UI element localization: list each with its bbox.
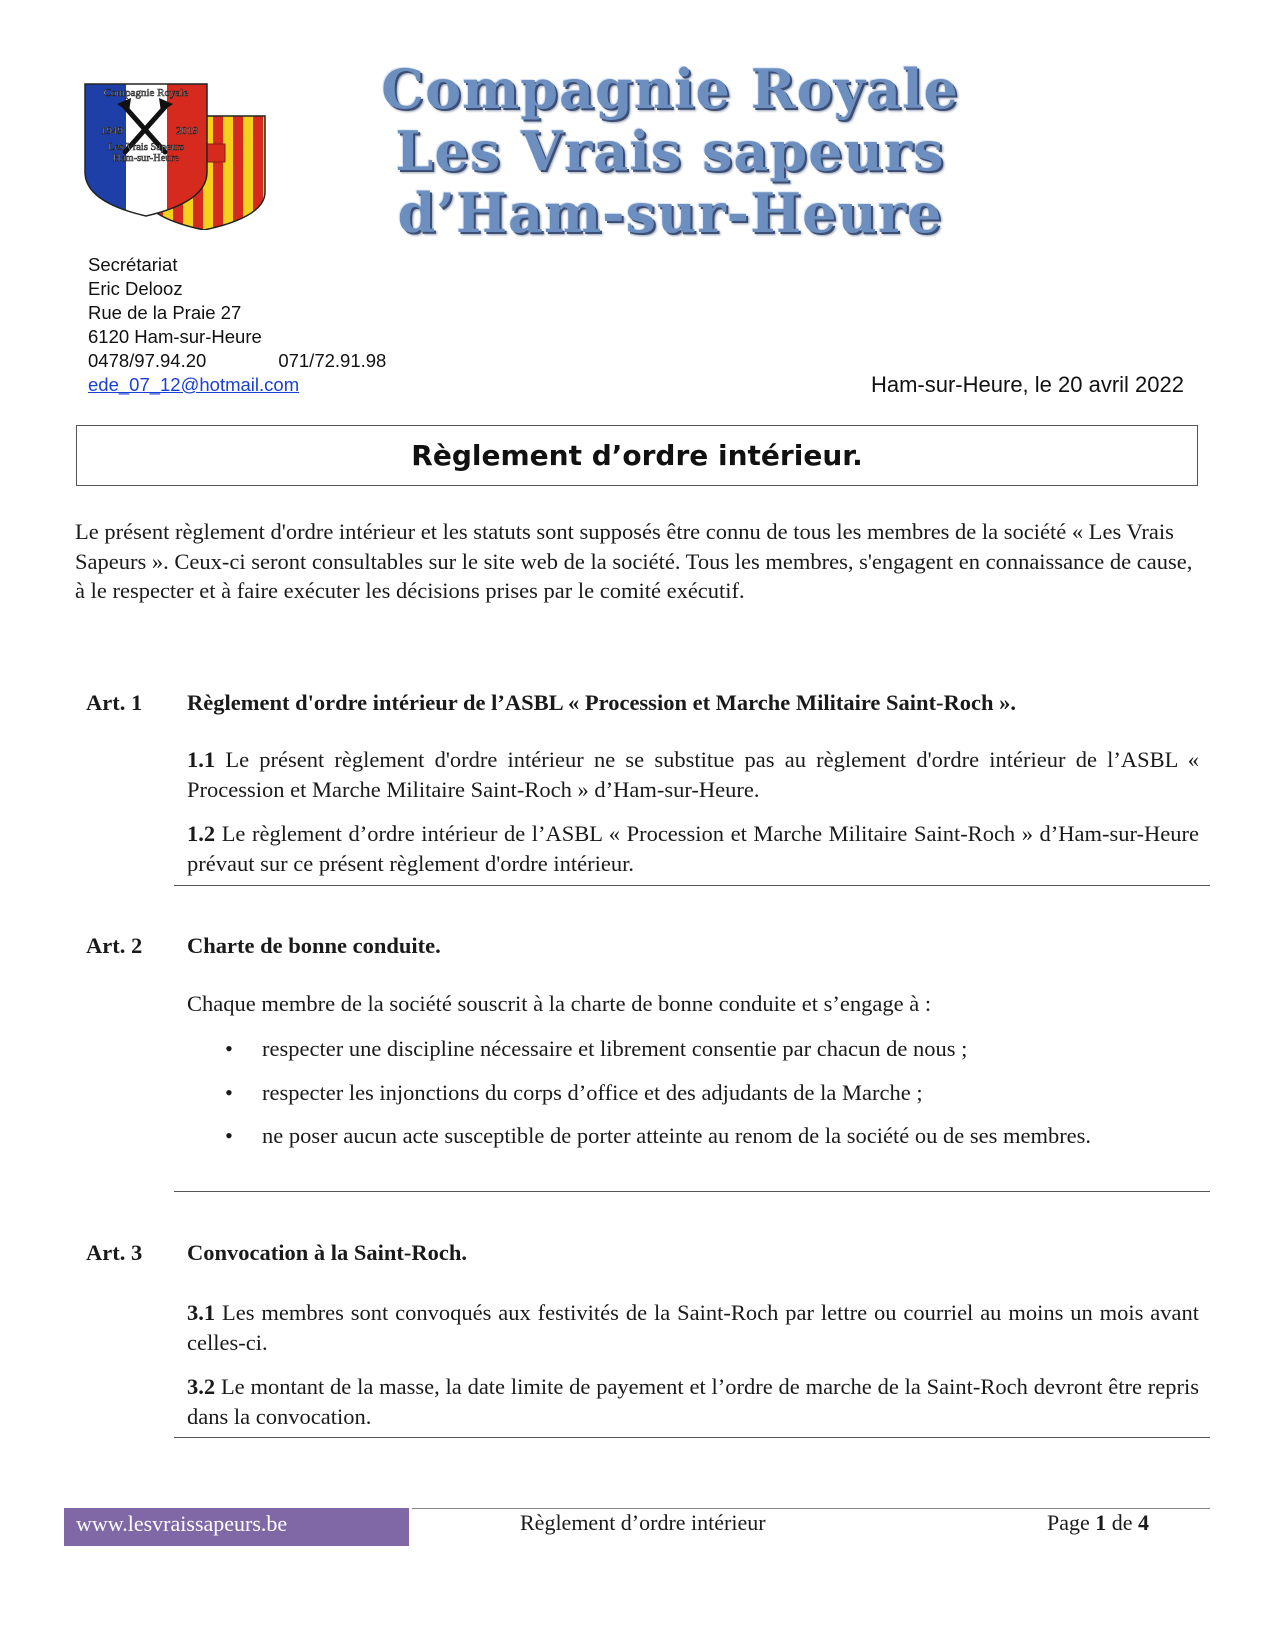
email-link[interactable]: ede_07_12@hotmail.com <box>88 374 300 395</box>
section-divider <box>174 1437 1210 1438</box>
page-total: 4 <box>1138 1510 1150 1535</box>
article-1-para-1 <box>187 745 1199 804</box>
document-date: Ham-sur-Heure, le 20 avril 2022 <box>870 372 1184 397</box>
address-line: Eric Delooz <box>88 278 183 299</box>
para-text: Le montant de la masse, la date limite de payement et l’ordre de marche de la Saint-Roch devront être repris dans la convocation. <box>187 1374 1200 1429</box>
para-number: 3.1 <box>187 1300 216 1325</box>
list-item <box>187 1078 1199 1108</box>
address-line: 6120 Ham-sur-Heure <box>88 326 262 347</box>
title-line-3: d’Ham-sur-Heure <box>397 181 943 245</box>
article-3-para-1 <box>187 1298 1199 1357</box>
article-2-lead: Chaque membre de la société souscrit à la charte de bonne conduite et s’engage à : <box>187 991 932 1016</box>
page-label: Page <box>1047 1510 1090 1535</box>
article-1-title: Règlement d'ordre intérieur de l’ASBL « Procession et Marche Militaire Saint-Roch ». <box>187 690 1017 715</box>
page-current: 1 <box>1095 1510 1107 1535</box>
article-2-title: Charte de bonne conduite. <box>187 933 441 958</box>
list-item <box>187 1121 1199 1151</box>
article-3-para-2 <box>187 1372 1199 1431</box>
bullet-icon: • <box>225 1036 233 1061</box>
list-item-text: respecter les injonctions du corps d’office et des adjudants de la Marche ; <box>262 1079 923 1105</box>
section-divider <box>174 1191 1210 1192</box>
para-number: 1.1 <box>187 747 216 772</box>
address-line: Secrétariat <box>88 254 178 275</box>
footer-website-link[interactable]: www.lesvraissapeurs.be <box>64 1508 409 1546</box>
list-item-text: ne poser aucun acte susceptible de porter atteinte au renom de la société ou de ses membres. <box>262 1123 1092 1148</box>
article-3-title: Convocation à la Saint-Roch. <box>187 1240 468 1265</box>
bullet-icon: • <box>225 1079 233 1105</box>
title-line-2: Les Vrais sapeurs <box>395 119 945 183</box>
document-heading: Règlement d’ordre intérieur. <box>411 439 863 472</box>
page-of: de <box>1111 1510 1133 1535</box>
footer-rule <box>412 1508 1210 1509</box>
address-line: Rue de la Praie 27 <box>88 302 242 323</box>
title-line-1: Compagnie Royale <box>381 57 959 121</box>
footer-page-number <box>1047 1510 1149 1536</box>
article-1-number: Art. 1 <box>86 690 143 715</box>
para-text: Le présent règlement d'ordre intérieur ne se substitue pas au règlement d'ordre intérieur de l’ASBL « Procession et Marche Militaire Saint-Roch » d’Ham-sur-Heure. <box>187 747 1199 802</box>
bullet-icon: • <box>225 1123 233 1148</box>
list-item <box>187 1034 1199 1064</box>
para-text: Le règlement d’ordre intérieur de l’ASBL « Procession et Marche Militaire Saint-Roch » d’Ham-sur-Heure prévaut sur ce présent règlement d'ordre intérieur. <box>187 821 1200 876</box>
secretariat-address <box>88 253 386 397</box>
logo-year-left: 1949 <box>101 125 123 137</box>
footer-document-title: Règlement d’ordre intérieur <box>520 1510 766 1535</box>
list-item-text: respecter une discipline nécessaire et librement consentie par chacun de nous ; <box>262 1036 968 1061</box>
section-divider <box>174 885 1210 886</box>
logo-year-right: 2019 <box>176 125 198 137</box>
phone-landline: 071/72.91.98 <box>278 350 387 371</box>
company-logo <box>83 82 279 230</box>
article-3-number: Art. 3 <box>86 1240 143 1265</box>
intro-paragraph: Le présent règlement d'ordre intérieur et les statuts sont supposés être connu de tous les membres de la société « Les Vrais Sapeurs ». Ceux-ci seront consultables sur le site web de la société. Tous les membres, s'engagent en connaissance de cause, à le respecter et à faire exécuter les décisions prises par le comité exécutif. <box>75 519 1193 603</box>
phone-mobile: 0478/97.94.20 <box>88 350 207 371</box>
document-heading-box <box>76 425 1198 486</box>
logo-top-text: Compagnie Royale <box>103 87 189 99</box>
logo-bottom-text-1: Les Vrais Sapeurs <box>108 142 184 153</box>
para-text: Les membres sont convoqués aux festivités de la Saint-Roch par lettre ou courriel au moins un mois avant celles-ci. <box>187 1300 1199 1355</box>
para-number: 3.2 <box>187 1374 216 1399</box>
phone-row <box>88 349 386 373</box>
article-2-number: Art. 2 <box>86 933 143 958</box>
para-number: 1.2 <box>187 821 216 846</box>
article-1-para-2 <box>187 819 1199 878</box>
company-title <box>300 58 1040 244</box>
conduct-list <box>187 1034 1199 1151</box>
logo-bottom-text-2: Ham-sur-Heure <box>113 153 179 164</box>
